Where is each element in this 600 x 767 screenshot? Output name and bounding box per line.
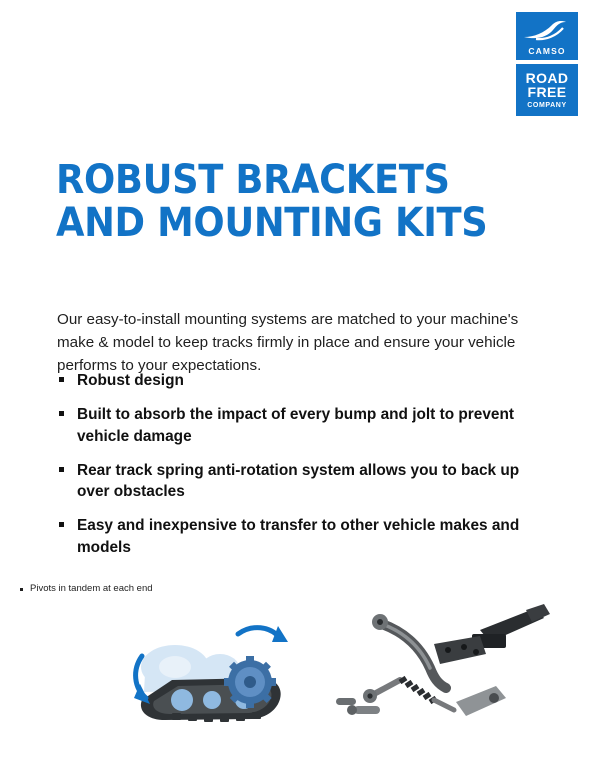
rfc-line-1: ROAD — [525, 70, 569, 87]
footnote-text: Pivots in tandem at each end — [18, 583, 450, 594]
feature-bullet-list — [57, 370, 527, 571]
list-item: Easy and inexpensive to transfer to other vehicle makes and models — [57, 515, 527, 558]
bracket-arm — [372, 614, 446, 688]
list-item: Rear track spring anti-rotation system allows you to back up over obstacles — [57, 460, 527, 503]
page-title-line-1: ROBUST BRACKETS — [56, 156, 450, 203]
camso-swoosh-icon — [516, 18, 578, 42]
rubber-track-illustration — [120, 612, 320, 732]
mounting-hardware-illustration — [330, 602, 560, 732]
bracket-top-right — [472, 604, 550, 648]
page-title — [56, 156, 498, 246]
list-item: Built to absorb the impact of every bump and jolt to prevent vehicle damage — [57, 404, 527, 447]
list-item: Robust design — [57, 370, 527, 391]
rfc-line-2: FREE — [527, 84, 567, 101]
mounting-plate — [434, 636, 486, 664]
product-imagery — [0, 600, 600, 740]
anti-rotation-tab — [456, 686, 506, 716]
rfc-line-3: COMPANY — [527, 101, 567, 109]
page-title-line-2: AND MOUNTING KITS — [56, 199, 488, 246]
camso-wordmark: CAMSO — [528, 46, 566, 56]
road-free-company-logo — [516, 64, 578, 116]
intro-paragraph: Our easy-to-install mounting systems are matched to your machine's make & model to keep tracks firmly in place and ensure your vehicle performs to your expectations. — [57, 311, 519, 374]
camso-logo — [516, 12, 578, 60]
logo-block — [516, 12, 578, 116]
